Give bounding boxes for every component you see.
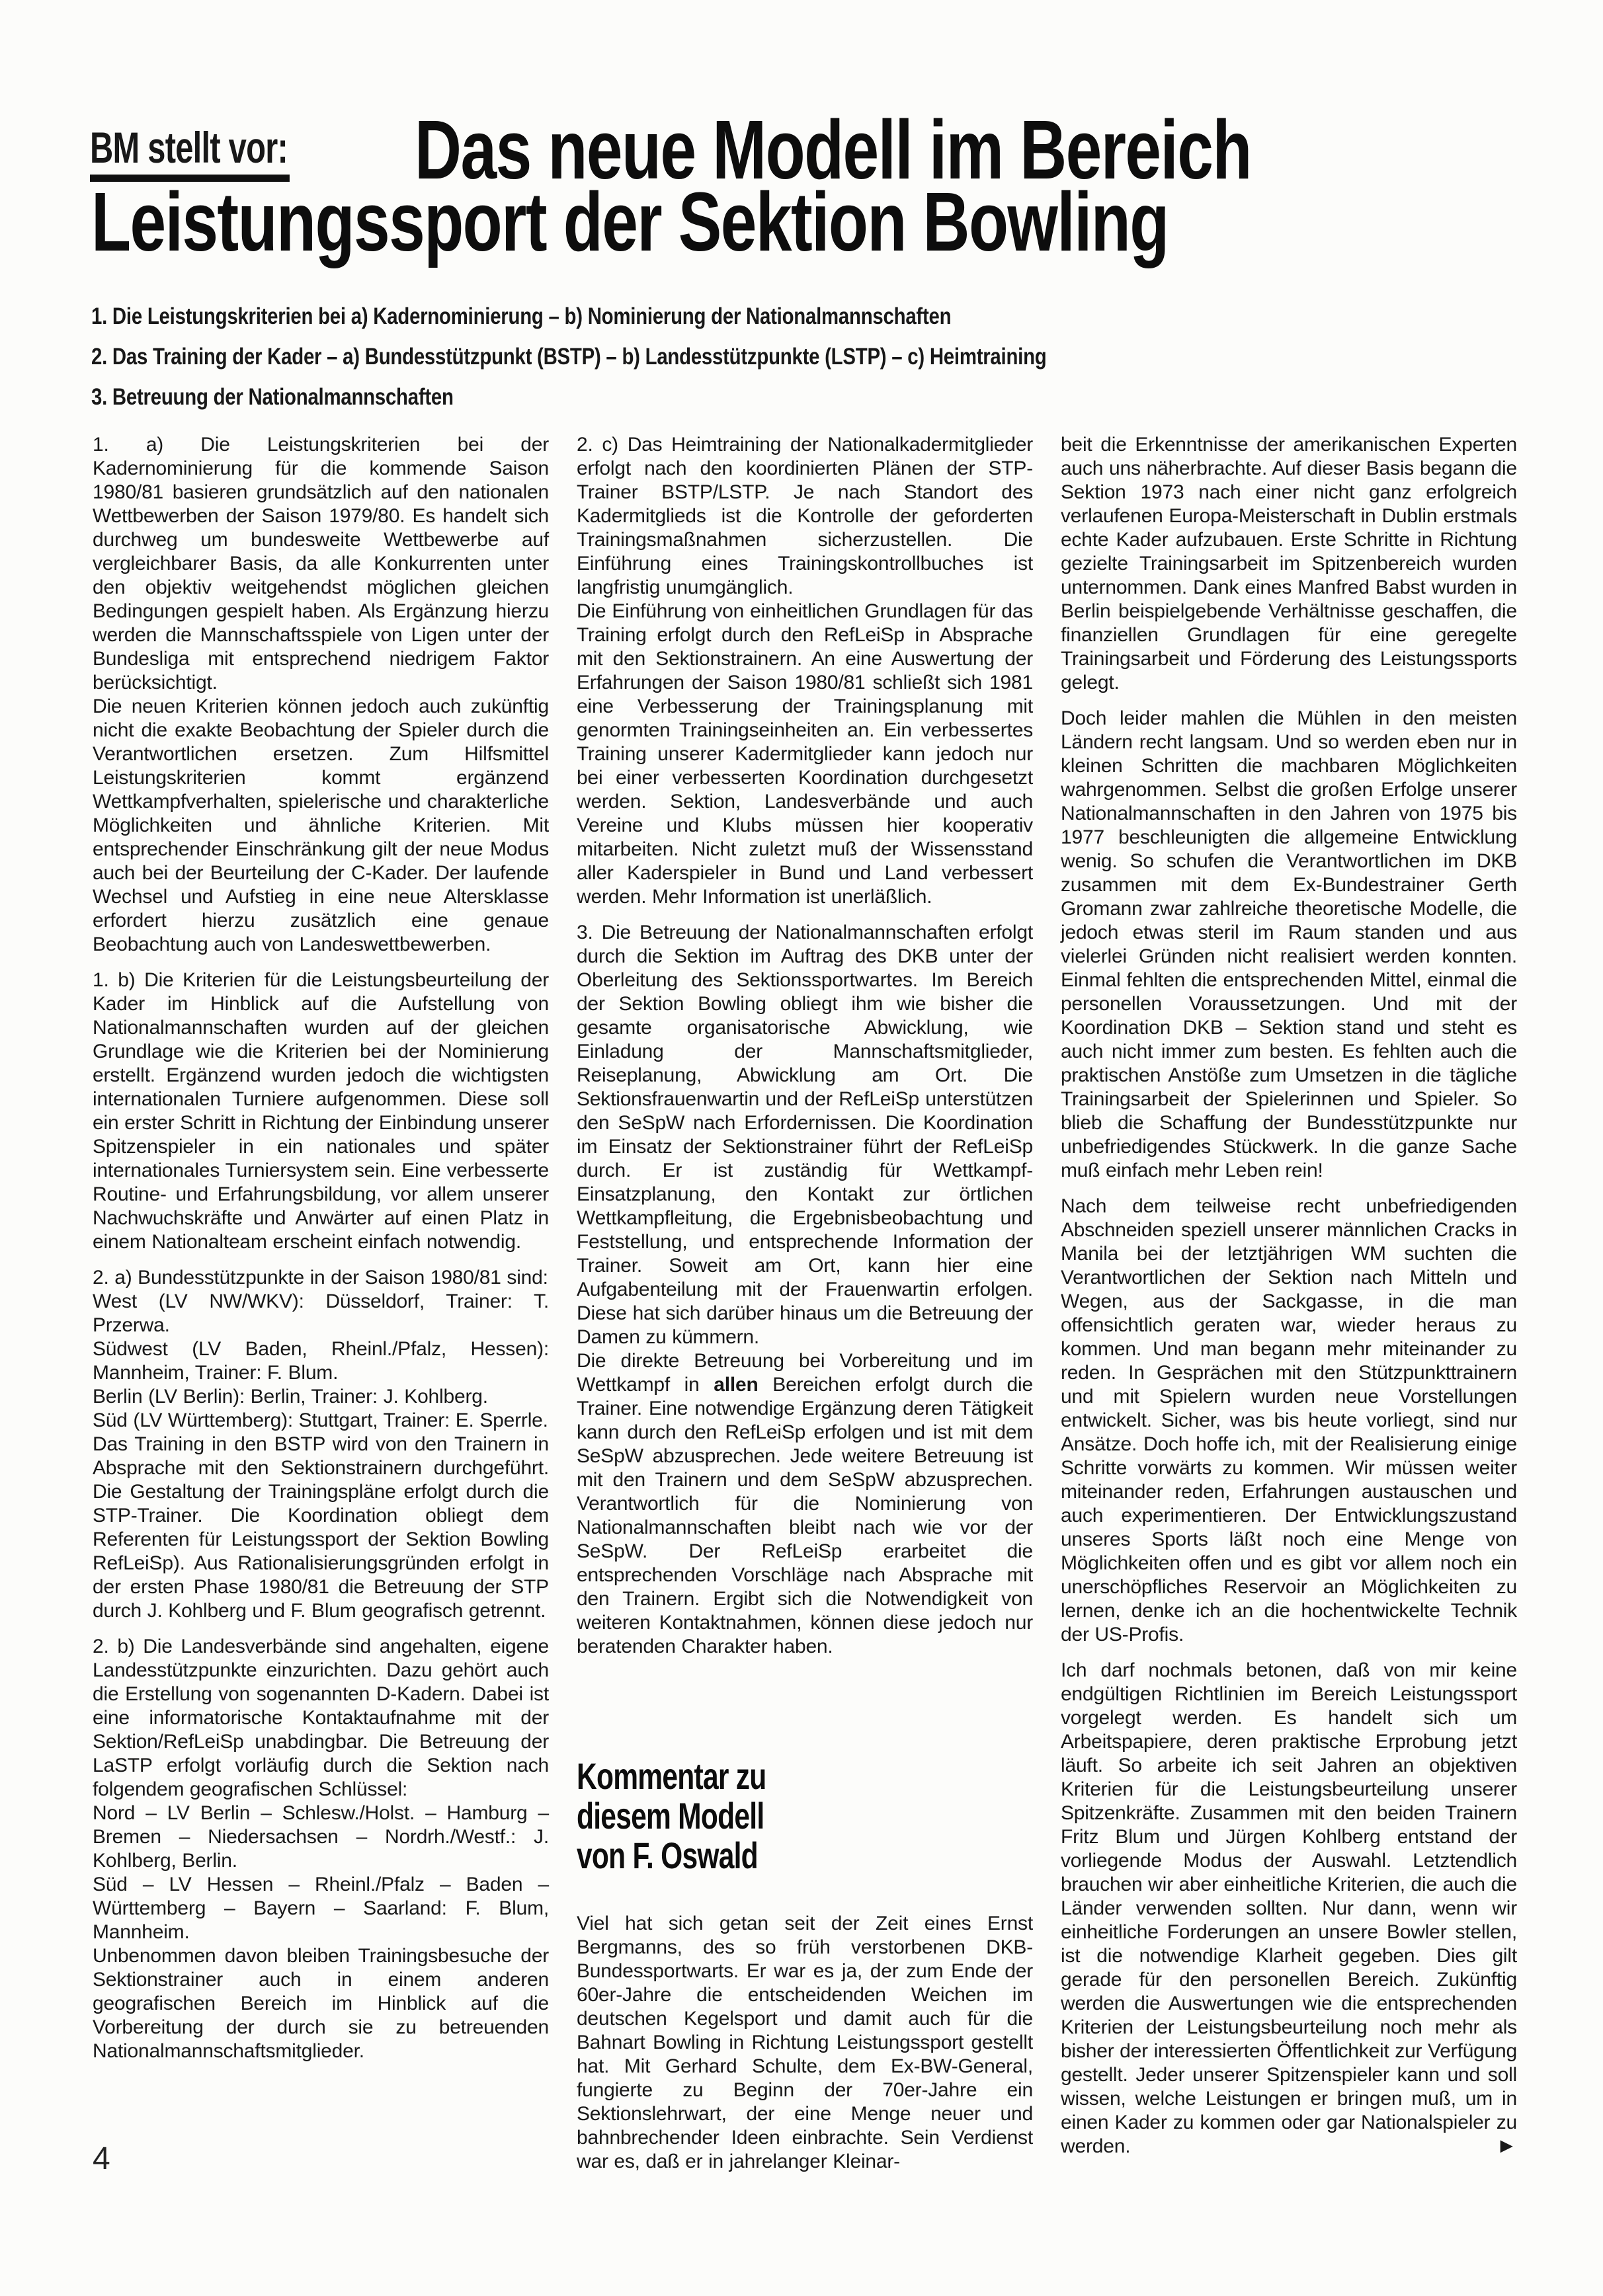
- text-segment: beit die Erkenntnisse der amerikanischen Experten auch uns näherbrachte. Auf dieser Basis begann die Sektion 1973 nach einer nicht ganz erfolgreich verlaufenen Europa-Meisterschaft in Dublin erstmals echte Kader aufzubauen. Erste Schritte in Richtung gezielte Trainingsarbeit im Spitzenbereich wurden unternommen. Dank eines Manfred Babst wurden in Berlin beispielgebende Verhältnisse geschaffen, die finanziellen Grundlagen für eine geregelte Trainingsarbeit und Förderung des Leistungssports gelegt.: [1061, 434, 1517, 693]
- text-segment: West (LV NW/WKV): Düsseldorf, Trainer: T. Przerwa.: [93, 1290, 549, 1336]
- body-paragraph: [577, 600, 1033, 909]
- text-segment: Süd (LV Württemberg): Stuttgart, Trainer: E. Sperrle.: [93, 1409, 548, 1431]
- body-paragraph: [93, 1873, 549, 1944]
- article-body: [93, 433, 1517, 2174]
- subtitle-item-1: 1. Die Leistungskriterien bei a) Kadernominierung – b) Nominierung der Nationalmannschaften: [91, 303, 952, 329]
- body-paragraph: [93, 1433, 549, 1623]
- text-segment: Die Einführung von einheitlichen Grundlagen für das Training erfolgt durch den RefLeiSp in Absprache mit den Sektionstrainern. An eine Auswertung der Erfahrungen der Saison 1980/81 schließt sich 1981 eine Verbesserung der Trainingsplanung mit genormten Trainingseinheiten an. Ein verbessertes Training unserer Kadermitglieder kann jedoch nur bei einer verbesserten Koordination durchgesetzt werden. Sektion, Landesverbände und auch Vereine und Klubs müssen hier kooperativ mitarbeiten. Nicht zuletzt muß der Wissensstand aller Kaderspieler in Bund und Land verbessert werden. Mehr Information ist unerläßlich.: [577, 600, 1033, 908]
- text-segment: allen: [714, 1374, 759, 1396]
- article-column-1: [93, 433, 549, 2063]
- text-segment: 1. a) Die Leistungskriterien bei der Kadernominierung für die kommende Saison 1980/81 basieren grundsätzlich auf den nationalen Wettbewerben der Saison 1979/80. Es handelt sich durchweg um bundesweite Wettbewerbe auf vergleichbarer Basis, da alle Konkurrenten unter den objektiv weitgehendst möglichen gleichen Bedingungen gespielt haben. Als Ergänzung hierzu werden die Mannschaftsspiele von Ligen unter der Bundesliga mit entsprechend niedrigem Faktor berücksichtigt.: [93, 434, 549, 693]
- body-paragraph: [1061, 433, 1517, 695]
- subtitle-item-3: 3. Betreuung der Nationalmannschaften: [91, 384, 454, 410]
- text-segment: Doch leider mahlen die Mühlen in den meisten Ländern recht langsam. Und so werden eben nur in kleinen Schritten die machbaren Möglichkeiten wahrgenommen. Selbst die großen Erfolge unserer Nationalmannschaften in den Jahren von 1975 bis 1977 beschleunigten die allgemeine Entwicklung wenig. So schufen die Verantwortlichen im DKB zusammen mit dem Ex-Bundestrainer Gerth Gromann zwar zahlreiche theoretische Modelle, die jedoch etwas steril im Raum standen und aus vielerlei Gründen nicht realisiert werden konnten. Einmal fehlten die entsprechenden Mittel, einmal die personellen Voraussetzungen. Und mit der Koordination DKB – Sektion stand und steht es auch nicht immer zum besten. Es fehlten auch die praktischen Anstöße zum Umsetzen in die tägliche Trainingsarbeit der Spielerinnen und Spieler. So blieb die Schaffung der Bundesstützpunkte nur unbefriedigendes Stückwerk. In die ganze Sache muß einfach mehr Leben rein!: [1061, 707, 1517, 1181]
- headline: [91, 103, 1272, 268]
- body-paragraph: [93, 1801, 549, 1873]
- body-paragraph: [1061, 707, 1517, 1183]
- text-segment: 3. Die Betreuung der Nationalmannschaften erfolgt durch die Sektion im Auftrag des DKB unter der Oberleitung des Sektionssportwartes. Im Bereich der Sektion Bowling obliegt ihm wie bisher die gesamte organisatorische Abwicklung, wie Einladung der Mannschaftsmitglieder, Reiseplanung, Abwicklung am Ort. Die Sektionsfrauenwartin und der RefLeiSp unterstützen den SeSpW nach Erfordernissen. Die Koordination im Einsatz der Sektionstrainer führt der RefLeiSp durch. Er ist zuständig für Wettkampf-Einsatzplanung, den Kontakt zur örtlichen Wettkampfleitung, die Ergebnisbeobachtung und Feststellung, und entsprechende Information der Trainer. Soweit am Ort, kann hier eine Aufgabenteilung mit der Frauenwartin erfolgen. Diese hat sich darüber hinaus um die Betreuung der Damen zu kümmern.: [577, 922, 1033, 1348]
- subtitle-item-2: 2. Das Training der Kader – a) Bundesstützpunkt (BSTP) – b) Landesstützpunkte (LSTP) – c) Heimtraining: [91, 344, 1047, 370]
- headline-line-2: Leistungssport der Sektion Bowling: [91, 175, 1169, 268]
- kommentar-heading: [577, 1757, 923, 1876]
- body-paragraph: [93, 695, 549, 957]
- body-paragraph: [93, 969, 549, 1254]
- text-segment: Berlin (LV Berlin): Berlin, Trainer: J. Kohlberg.: [93, 1386, 488, 1407]
- kommentar-heading-line: Kommentar zu: [577, 1755, 766, 1797]
- body-paragraph: [577, 1349, 1033, 1659]
- article-column-3: [1061, 433, 1517, 2158]
- text-segment: Viel hat sich getan seit der Zeit eines Ernst Bergmanns, des so früh verstorbenen DKB-Bundessportwarts. Er war es ja, der zum Ende der 60er-Jahre die entscheidenden Weichen im deutschen Kegelsport und damit auch für die Bahnart Bowling in Richtung Leistungssport gestellt hat. Mit Gerhard Schulte, dem Ex-BW-General, fungierte zu Beginn der 70er-Jahre ein Sektionslehrwart, der eine Menge neuer und bahnbrechender Ideen einbrachte. Sein Verdienst war es, daß er in jahrelanger Kleinar-: [577, 1913, 1033, 2172]
- text-segment: 2. c) Das Heimtraining der Nationalkadermitglieder erfolgt nach den koordinierten Plänen der STP-Trainer BSTP/LSTP. Je nach Standort des Kadermitglieds ist die Kontrolle der geforderten Trainingsmaßnahmen sicherzustellen. Die Einführung eines Trainingskontrollbuches ist langfristig unumgänglich.: [577, 434, 1033, 598]
- text-segment: Bereichen erfolgt durch die Trainer. Eine notwendige Ergänzung deren Tätigkeit kann durch den RefLeiSp erfolgen und ist mit dem SeSpW abzusprechen. Jede weitere Betreuung ist mit den Trainern und dem SeSpW abzusprechen. Verantwortlich für die Nominierung von Nationalmannschaften bleibt nach wie vor der SeSpW. Der RefLeiSp erarbeitet die entsprechenden Vorschläge nach Absprache mit den Trainern. Ergibt sich die Notwendigkeit von weiteren Kontaktnahmen, können diese jedoch nur beratenden Charakter haben.: [577, 1374, 1033, 1657]
- body-paragraph: [577, 433, 1033, 600]
- text-segment: Nach dem teilweise recht unbefriedigenden Abschneiden speziell unserer männlichen Cracks in Manila bei der letztjährigen WM suchten die Verantwortlichen der Sektion nach Mitteln und Wegen, aus der Sackgasse, in die man offensichtlich geraten war, wieder heraus zu kommen. Und man begann mehr miteinander zu reden. In Gesprächen mit den Stützpunkttrainern und mit Spielern wurden neue Vorstellungen entwickelt. Sicher, was bis heute vorliegt, sind nur Ansätze. Doch hoffe ich, mit der Realisierung einige Schritte vorwärts zu kommen. Wir müssen weiter miteinander reden, Erfahrungen austauschen und auch experimentieren. Der Entwicklungszustand unseres Sports läßt noch eine Menge von Möglichkeiten offen und es gibt vor allem noch ein unerschöpfliches Reservoir an Möglichkeiten zu lernen, denke ich an die hochentwickelte Technik der US-Profis.: [1061, 1195, 1517, 1645]
- body-paragraph: [577, 921, 1033, 1349]
- headline-line-1: Das neue Modell im Bereich: [415, 103, 1251, 196]
- kicker: BM stellt vor:: [90, 126, 290, 182]
- text-segment: Nord – LV Berlin – Schlesw./Holst. – Hamburg – Bremen – Niedersachsen – Nordrh./Westf.: J. Kohlberg, Berlin.: [93, 1802, 549, 1872]
- text-segment: Die neuen Kriterien können jedoch auch zukünftig nicht die exakte Beobachtung der Spieler durch die Verantwortlichen ersetzen. Zum Hilfsmittel Leistungskriterien kommt ergänzend Wettkampfverhalten, spielerische und charakterliche Möglichkeiten und ähnliche Kriterien. Mit entsprechender Einschränkung gilt der neue Modus auch bei der Beurteilung der C-Kader. Der laufende Wechsel und Aufstieg in eine neue Altersklasse erfordert hierzu zusätzlich eine genaue Beobachtung auch von Landeswettbewerben.: [93, 695, 549, 955]
- body-paragraph: [577, 1912, 1033, 2174]
- text-segment: Südwest (LV Baden, Rheinl./Pfalz, Hessen): Mannheim, Trainer: F. Blum.: [93, 1338, 549, 1384]
- body-paragraph: [93, 1635, 549, 1801]
- kommentar-heading-line: diesem Modell: [577, 1795, 764, 1837]
- subtitle-list: [91, 296, 1046, 417]
- text-segment: 2. b) Die Landesverbände sind angehalten, eigene Landesstützpunkte einzurichten. Dazu gehört auch die Erstellung von sogenannten D-Kadern. Dabei ist eine informatorische Kontaktaufnahme mit der Sektion/RefLeiSp unabdingbar. Die Betreuung der LaSTP erfolgt vorläufig durch die Sektion nach folgendem geografischen Schlüssel:: [93, 1636, 549, 1800]
- text-segment: Die direkte Betreuung bei Vorbereitung und im Wettkampf in: [577, 1350, 1033, 1396]
- body-paragraph: [1061, 1195, 1517, 1647]
- text-segment: Das Training in den BSTP wird von den Trainern in Absprache mit den Sektionstrainern durchgeführt. Die Gestaltung der Trainingspläne erfolgt durch die STP-Trainer. Die Koordination obliegt dem Referenten für Leistungssport der Sektion Bowling RefLeiSp). Aus Rationalisierungsgründen erfolgt in der ersten Phase 1980/81 die Betreuung der STP durch J. Kohlberg und F. Blum geografisch getrennt.: [93, 1433, 549, 1622]
- body-paragraph: [1061, 1659, 1517, 2158]
- text-segment: Süd – LV Hessen – Rheinl./Pfalz – Baden – Württemberg – Bayern – Saarland: F. Blum, Mannheim.: [93, 1874, 549, 1943]
- body-paragraph: [93, 1266, 549, 1290]
- text-segment: 1. b) Die Kriterien für die Leistungsbeurteilung der Kader im Hinblick auf die Aufstellung von Nationalmannschaften wurden auf der gleichen Grundlage wie die Kriterien bei der Nominierung erstellt. Ergänzend wurden jedoch die wichtigsten internationalen Turniere aufgenommen. Diese soll ein erster Schritt in Richtung der Einbindung unserer Spitzenspieler in ein nationales und später internationales Turniersystem sein. Eine verbesserte Routine- und Erfahrungsbildung, vor allem unserer Nachwuchskräfte und Anwärter auf einen Platz in einem Nationalteam erscheint einfach notwendig.: [93, 969, 549, 1253]
- text-segment: Ich darf nochmals betonen, daß von mir keine endgültigen Richtlinien im Bereich Leistungssport vorgelegt werden. Es handelt sich um Arbeitspapiere, deren praktische Erprobung jetzt läuft. So arbeite ich seit Jahren an objektiven Kriterien für die Leistungsbeurteilung unserer Spitzenkräfte. Zusammen mit den beiden Trainern Fritz Blum und Jürgen Kohlberg entstand der vorliegende Modus der Auswahl. Letztendlich brauchen wir aber einheitliche Kriterien, die auch die Länder verwenden sollten. Nur dann, wenn wir einheitliche Forderungen an unsere Bowler stellen, ist die notwendige Klarheit gegeben. Dies gilt gerade für den personellen Bereich. Zukünftig werden die Auswertungen wie die entsprechenden Kriterien der Leistungsbeurteilung noch mehr als bisher der interessierten Öffentlichkeit zur Verfügung gestellt. Jeder unserer Spitzenspieler kann und soll wissen, welche Leistungen er bringen muß, um in einen Kader zu kommen oder gar Nationalspieler zu werden.: [1061, 1659, 1517, 2157]
- text-segment: 2. a) Bundesstützpunkte in der Saison 1980/81 sind:: [93, 1267, 548, 1288]
- body-paragraph: [93, 1290, 549, 1337]
- body-paragraph: [93, 1385, 549, 1409]
- body-paragraph: [93, 1409, 549, 1433]
- kommentar-heading-line: von F. Oswald: [577, 1835, 758, 1876]
- body-paragraph: [93, 1944, 549, 2063]
- body-paragraph: [93, 1337, 549, 1385]
- end-arrow-icon: ►: [1496, 2133, 1517, 2157]
- page-number: 4: [93, 2141, 110, 2176]
- body-paragraph: [93, 433, 549, 695]
- article-column-2: [577, 433, 1033, 2174]
- text-segment: Unbenommen davon bleiben Trainingsbesuche der Sektionstrainer auch in einem anderen geografischen Bereich im Hinblick auf die Vorbereitung der durch sie zu betreuenden Nationalmannschaftsmitglieder.: [93, 1945, 549, 2062]
